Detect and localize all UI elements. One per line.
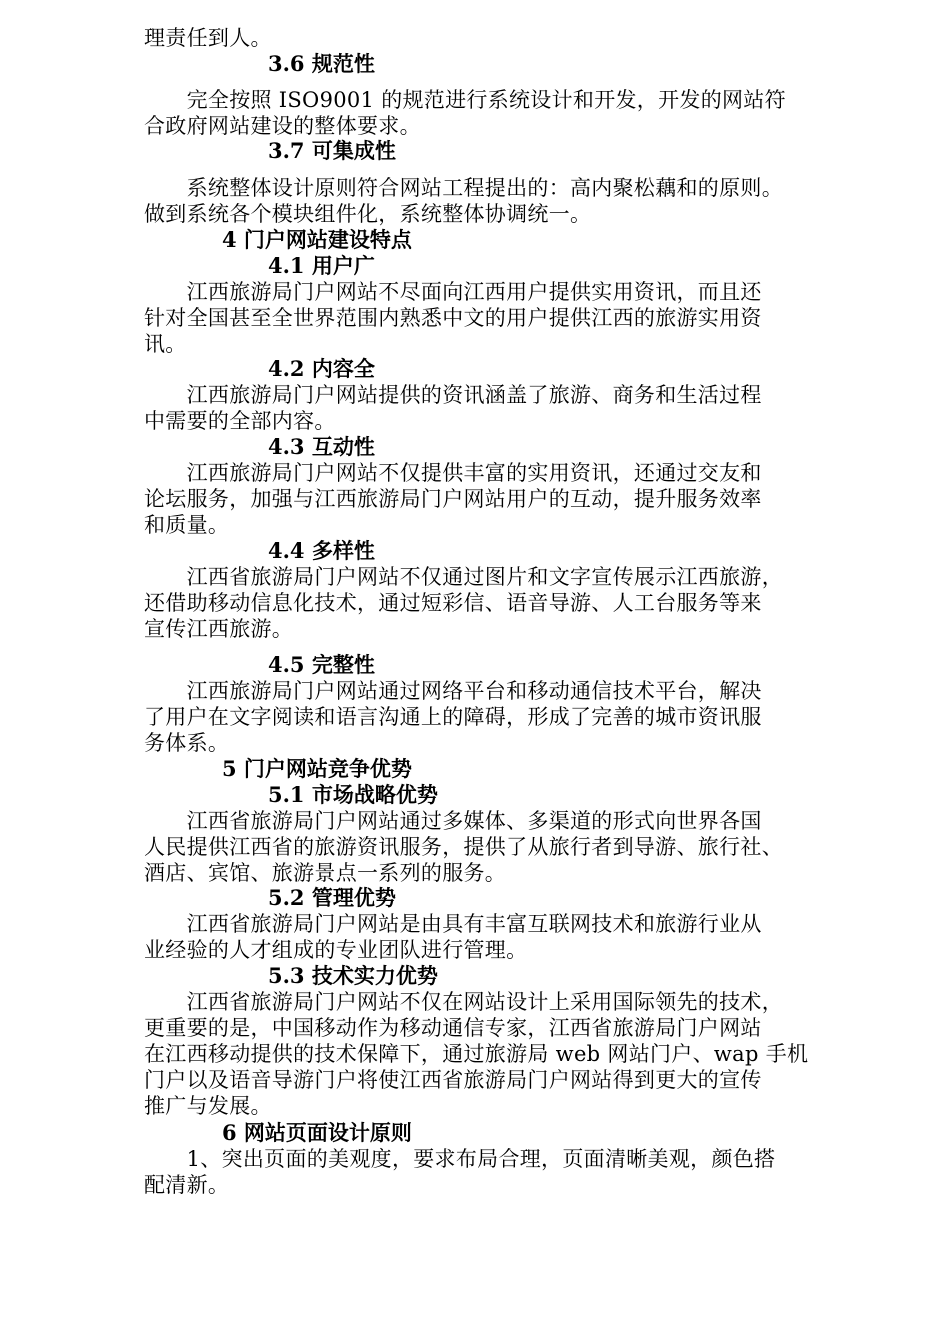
text-line: 1、突出页面的美观度，要求布局合理，页面清晰美观，颜色搭 [144,1147,776,1171]
paragraph-5-2 [144,911,814,963]
heading-3-7: 3.7 可集成性 [268,138,396,163]
paragraph-4-2 [144,382,814,434]
text-line: 更重要的是，中国移动作为移动通信专家，江西省旅游局门户网站 [144,1016,762,1040]
text-line: 江西旅游局门户网站通过网络平台和移动通信技术平台，解决 [144,679,762,703]
paragraph-4-1 [144,279,814,357]
text-line: 业经验的人才组成的专业团队进行管理。 [144,938,528,962]
paragraph-4-5 [144,678,814,756]
heading-4: 4 门户网站建设特点 [222,227,412,252]
text-line: 推广与发展。 [144,1094,272,1118]
paragraph-3-6 [144,87,814,139]
text-line: 江西省旅游局门户网站是由具有丰富互联网技术和旅游行业从 [144,912,762,936]
heading-5-1: 5.1 市场战略优势 [268,782,438,807]
heading-5-3: 5.3 技术实力优势 [268,963,438,988]
heading-4-5: 4.5 完整性 [268,652,375,677]
heading-5-2: 5.2 管理优势 [268,885,396,910]
text-line: 完全按照 ISO9001 的规范进行系统设计和开发，开发的网站符 [144,88,786,112]
text-line: 还借助移动信息化技术，通过短彩信、语音导游、人工台服务等来 [144,591,762,615]
text-line: 江西省旅游局门户网站通过多媒体、多渠道的形式向世界各国 [144,809,762,833]
text-line: 中需要的全部内容。 [144,409,336,433]
text-line: 做到系统各个模块组件化，系统整体协调统一。 [144,202,592,226]
text-line: 讯。 [144,332,187,356]
text-line: 宣传江西旅游。 [144,617,294,641]
text-line: 酒店、宾馆、旅游景点一系列的服务。 [144,861,507,885]
text-line: 江西省旅游局门户网站不仅通过图片和文字宣传展示江西旅游， [144,565,783,589]
text-line: 针对全国甚至全世界范围内熟悉中文的用户提供江西的旅游实用资 [144,306,762,330]
heading-6: 6 网站页面设计原则 [222,1120,412,1145]
text-line: 务体系。 [144,731,230,755]
paragraph-continuation [144,25,814,51]
text-line: 理责任到人。 [144,26,272,50]
text-line: 论坛服务，加强与江西旅游局门户网站用户的互动，提升服务效率 [144,487,762,511]
text-line: 合政府网站建设的整体要求。 [144,114,421,138]
text-line: 江西省旅游局门户网站不仅在网站设计上采用国际领先的技术， [144,990,783,1014]
text-line: 门户以及语音导游门户将使江西省旅游局门户网站得到更大的宣传 [144,1068,762,1092]
paragraph-5-3 [144,989,814,1119]
text-line: 配清新。 [144,1173,230,1197]
text-line: 和质量。 [144,513,230,537]
text-line: 人民提供江西省的旅游资讯服务，提供了从旅行者到导游、旅行社、 [144,835,783,859]
paragraph-5-1 [144,808,814,886]
paragraph-4-4 [144,564,814,642]
paragraph-6 [144,1146,814,1198]
heading-4-1: 4.1 用户广 [268,253,375,278]
text-line: 江西旅游局门户网站提供的资讯涵盖了旅游、商务和生活过程 [144,383,762,407]
text-line: 江西旅游局门户网站不仅提供丰富的实用资讯，还通过交友和 [144,461,762,485]
heading-4-3: 4.3 互动性 [268,434,375,459]
text-line: 在江西移动提供的技术保障下，通过旅游局 web 网站门户、wap 手机 [144,1042,809,1066]
heading-4-4: 4.4 多样性 [268,538,375,563]
paragraph-3-7 [144,175,814,227]
heading-3-6: 3.6 规范性 [268,51,375,76]
text-line: 系统整体设计原则符合网站工程提出的：高内聚松藕和的原则。 [144,176,783,200]
heading-4-2: 4.2 内容全 [268,356,375,381]
paragraph-4-3 [144,460,814,538]
text-line: 了用户在文字阅读和语言沟通上的障碍，形成了完善的城市资讯服 [144,705,762,729]
text-line: 江西旅游局门户网站不尽面向江西用户提供实用资讯，而且还 [144,280,762,304]
heading-5: 5 门户网站竞争优势 [222,756,412,781]
